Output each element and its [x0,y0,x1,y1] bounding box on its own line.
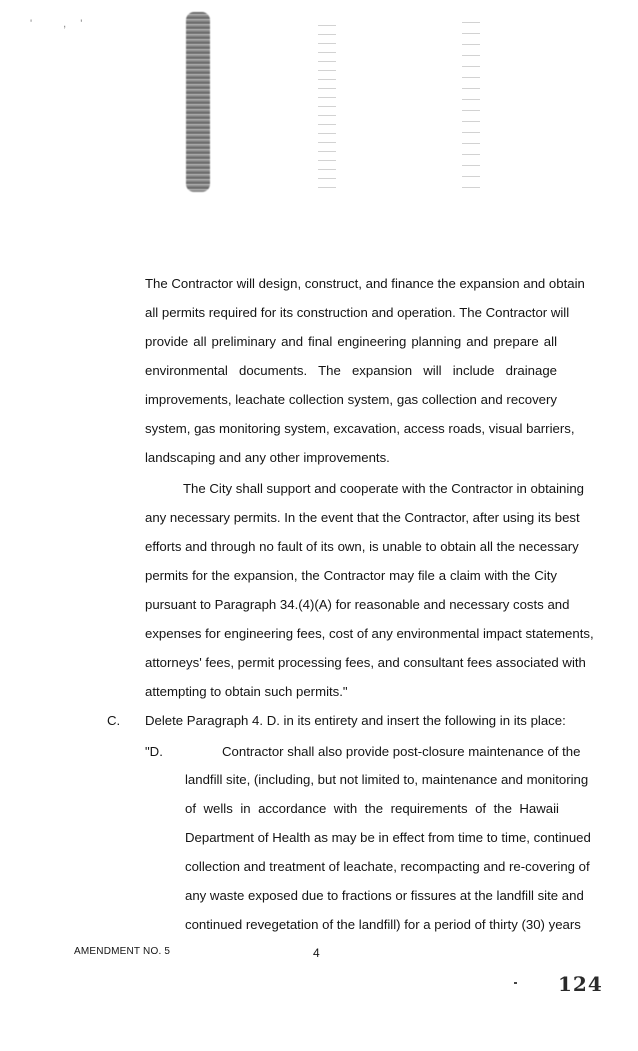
text-line: permits for the expansion, the Contractor may file a claim with the City [145,568,557,583]
item-label: "D. [145,744,163,759]
scan-speckle: ' ,' [30,18,97,30]
page-number: 4 [313,946,320,960]
text-line: landscaping and any other improvements. [145,450,390,465]
text-line: all permits required for its construction and operation. The Contractor will [145,305,570,320]
text-line: of wells in accordance with the requirements of the Hawaii [185,801,559,816]
amendment-label: AMENDMENT NO. 5 [74,946,171,957]
text-line: Contractor shall also provide post-closure maintenance of the [222,744,581,759]
scan-speckle-column [462,18,480,188]
text-line: The City shall support and cooperate with the Contractor in obtaining [183,481,584,496]
text-line: system, gas monitoring system, excavation, access roads, visual barriers, [145,421,575,436]
text-line: efforts and through no fault of its own, is unable to obtain all the necessary [145,539,579,554]
text-line: any necessary permits. In the event that the Contractor, after using its best [145,510,580,525]
text-line: landfill site, (including, but not limited to, maintenance and monitoring [185,772,589,787]
text-line: attorneys' fees, permit processing fees, and consultant fees associated with [145,655,586,670]
text-line: pursuant to Paragraph 34.(4)(A) for reasonable and necessary costs and [145,597,570,612]
text-line: expenses for engineering fees, cost of any environmental impact statements, [145,626,594,641]
handwritten-page-stamp: 124 [558,972,603,996]
item-label: C. [107,713,121,728]
text-line: provide all preliminary and final engineering planning and prepare all [145,334,557,349]
text-line: Department of Health as may be in effect from time to time, continued [185,830,591,845]
scan-speck [514,982,517,984]
text-line: environmental documents. The expansion will include drainage [145,363,557,378]
text-line: improvements, leachate collection system, gas collection and recovery [145,392,557,407]
text-line: The Contractor will design, construct, and finance the expansion and obtain [145,276,585,291]
text-line: any waste exposed due to fractions or fissures at the landfill site and [185,888,584,903]
text-line: continued revegetation of the landfill) for a period of thirty (30) years [185,917,581,932]
scan-smudge [186,12,210,192]
text-line: collection and treatment of leachate, recompacting and re-covering of [185,859,590,874]
item-text: Delete Paragraph 4. D. in its entirety and insert the following in its place: [145,713,566,728]
text-line: attempting to obtain such permits." [145,684,348,699]
scan-speckle-column [318,18,336,188]
